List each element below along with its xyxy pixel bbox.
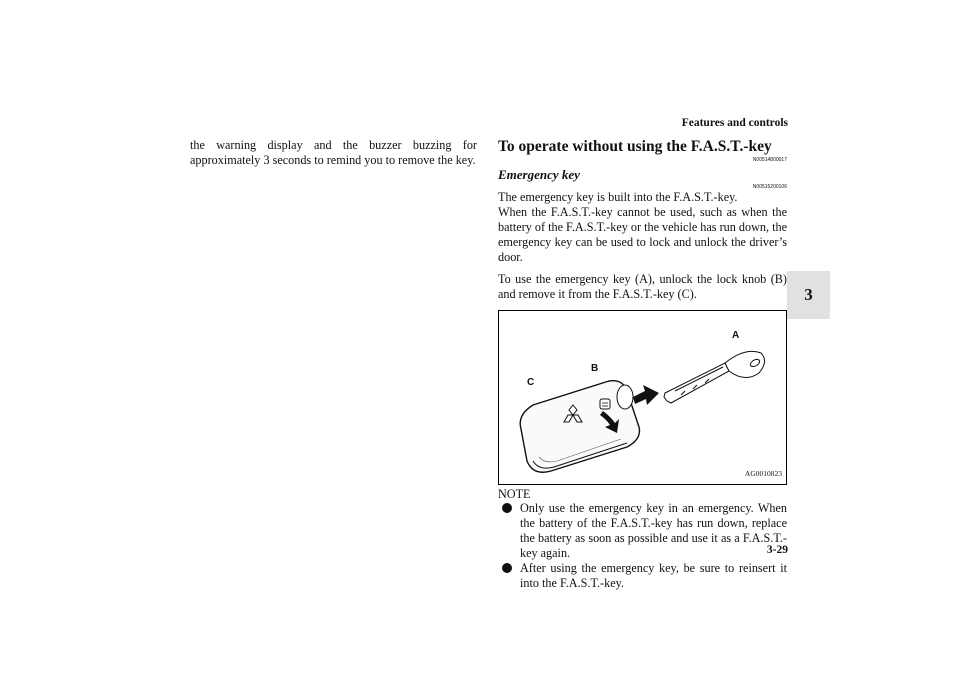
paragraph-how-to-use: To use the emergency key (A), unlock the lock knob (B) and remove it from the F.A.S.T.-key (C). <box>498 272 787 301</box>
left-column <box>190 138 477 168</box>
lock-knob <box>600 399 610 409</box>
subheading-code: N00515200106 <box>752 184 787 190</box>
fast-key-drawing <box>499 311 786 484</box>
continued-paragraph: the warning display and the buzzer buzzing for approximately 3 seconds to remind you to remove the key. <box>190 138 477 167</box>
note-title: NOTE <box>498 487 531 501</box>
key-illustration <box>498 310 787 485</box>
bullet-icon <box>502 563 512 573</box>
chapter-tab: 3 <box>787 271 830 319</box>
note-text: After using the emergency key, be sure to reinsert it into the F.A.S.T.-key. <box>520 561 787 590</box>
label-c: C <box>527 377 535 388</box>
page-number: 3-29 <box>766 544 788 556</box>
paragraph-when-cannot-use: When the F.A.S.T.-key cannot be used, such as when the battery of the F.A.S.T.-key or the vehicle has run down, the emergency key can be used to lock and unlock the driver’s door. <box>498 205 787 264</box>
figure-code: AG0010823 <box>744 469 782 478</box>
label-b: B <box>591 363 599 374</box>
subsection-heading: Emergency key <box>498 167 580 182</box>
note-text: Only use the emergency key in an emergency. When the battery of the F.A.S.T.-key has run down, replace the battery as soon as possible and use it as a F.A.S.T.-key again. <box>520 501 787 560</box>
section-heading: To operate without using the F.A.S.T.-key <box>498 138 772 155</box>
note-item <box>498 501 787 561</box>
emergency-key <box>664 351 765 403</box>
heading-code: N00514800017 <box>752 157 787 163</box>
bullet-icon <box>502 503 512 513</box>
right-column <box>498 138 787 591</box>
remove-arrow <box>633 385 659 405</box>
note-item <box>498 561 787 591</box>
running-header: Features and controls <box>681 117 788 129</box>
paragraph-built-in: The emergency key is built into the F.A.S.T.-key. <box>498 190 738 204</box>
label-a: A <box>732 330 740 341</box>
